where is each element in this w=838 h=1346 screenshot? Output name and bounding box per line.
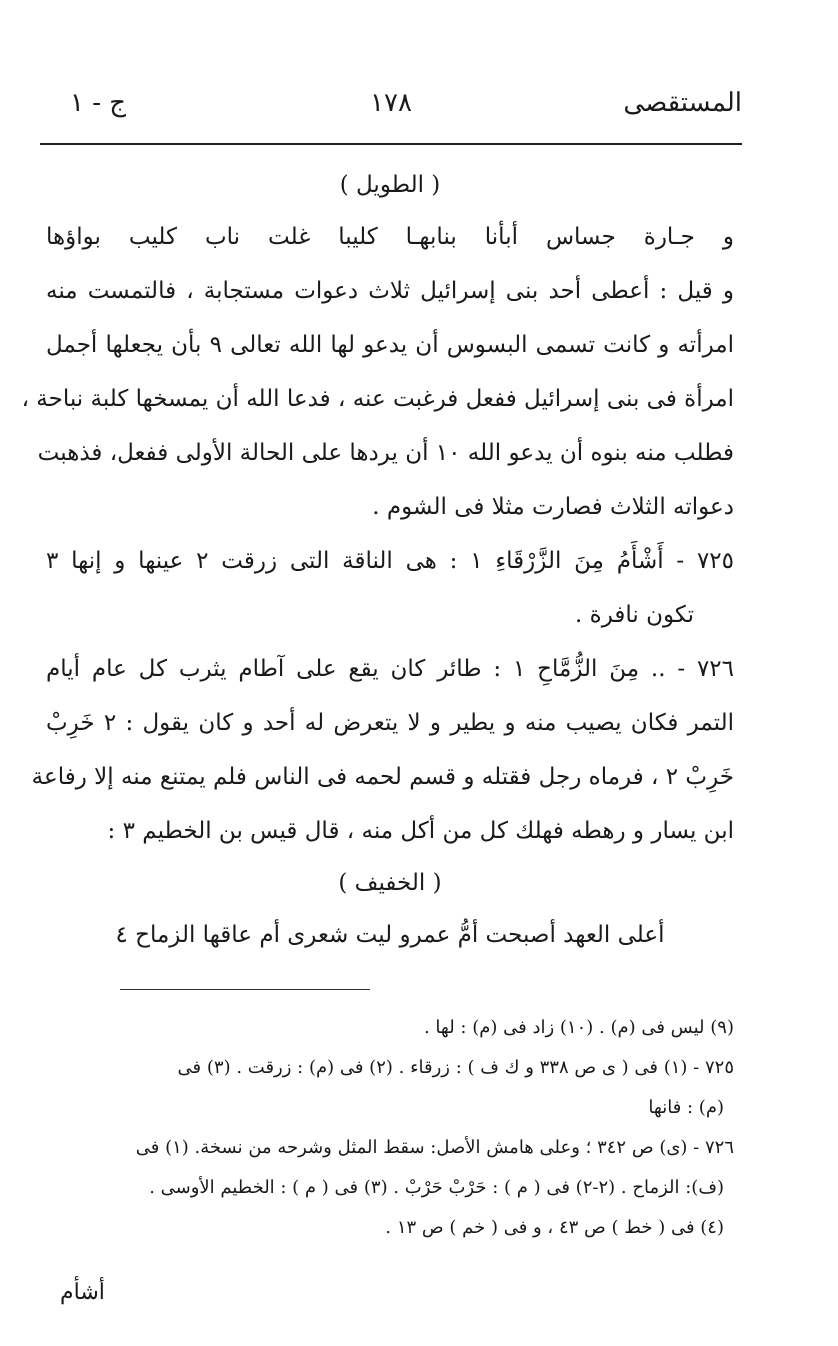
footnote-rule [120,989,370,990]
header-rule [40,143,742,145]
meter-label: ( الطويل ) [339,172,441,198]
verse-line: أعلى العهد أصبحت أمُّ عمرو ليت شعرى أم عاقها الزماح ٤ [115,922,665,948]
text-line: التمر فكان يصيب منه و يطير و لا يتعرض له أحد و كان يقول : ٢ خَرِبْ [46,710,734,736]
footnote-line: (م) : فانها [648,1097,724,1118]
text-line: امرأته و كانت تسمى البسوس أن يدعو لها الله تعالى ٩ بأن يجعلها أجمل [46,332,734,358]
footnote-line: ٧٢٦ - (ى) ص ٣٤٢ ؛ وعلى هامش الأصل: سقط المثل وشرحه من نسخة. (١) فى [135,1137,734,1158]
text-line: تكون نافرة . [575,602,694,628]
entry-725: ٧٢٥ - أَشْأَمُ مِنَ الزَّرْقَاءِ ١ : هى الناقة التى زرقت ٢ عينها و إنها ٣ [46,548,735,574]
page-header [40,88,742,128]
entry-726: ٧٢٦ - .. مِنَ الزُّمَّاحِ ١ : طائر كان يقع على آطام يثرب كل عام أيام [46,656,735,682]
footnote-line: (٤) فى ( خط ) ص ٤٣ ، و فى ( خم ) ص ١٣ . [385,1217,724,1238]
text-line: دعواته الثلاث فصارت مثلا فى الشوم . [372,494,734,520]
text-line: و قيل : أعطى أحد بنى إسرائيل ثلاث دعوات مستجابة ، فالتمست منه [46,278,734,304]
text-line: خَرِبْ ٢ ، فرماه رجل فقتله و قسم لحمه فى الناس فلم يمتنع منه إلا رفاعة [31,764,734,790]
catchword: أشأم [60,1280,105,1305]
book-title: المستقصى [623,88,742,118]
meter-label: ( الخفيف ) [338,870,442,896]
volume-label: ج - ١ [70,88,127,118]
text-line: فطلب منه بنوه أن يدعو الله ١٠ أن يردها على الحالة الأولى ففعل، فذهبت [37,440,734,466]
footnote-line: (ف): الزماح . (٢-٢) فى ( م ) : حَرْبْ حَرْبْ . (٣) فى ( م ) : الخطيم الأوسى . [149,1177,724,1198]
verse-line: و جـارة جساس أبأنا بنابهـا كليبا غلت ناب كليب بواؤها [46,224,734,250]
main-text [21,160,735,962]
footnotes [46,1008,734,1248]
text-line: ابن يسار و رهطه فهلك كل من أكل منه ، قال قيس بن الخطيم ٣ : [107,818,734,844]
text-line: امرأة فى بنى إسرائيل ففعل فرغبت عنه ، فدعا الله أن يمسخها كلبة نباحة ، [21,386,734,412]
footnote-line: (٩) ليس فى (م) . (١٠) زاد فى (م) : لها . [423,1017,734,1038]
page-number: ١٧٨ [370,88,412,118]
footnote-line: ٧٢٥ - (١) فى ( ى ص ٣٣٨ و ك ف ) : زرقاء . (٢) فى (م) : زرقت . (٣) فى [177,1057,734,1078]
